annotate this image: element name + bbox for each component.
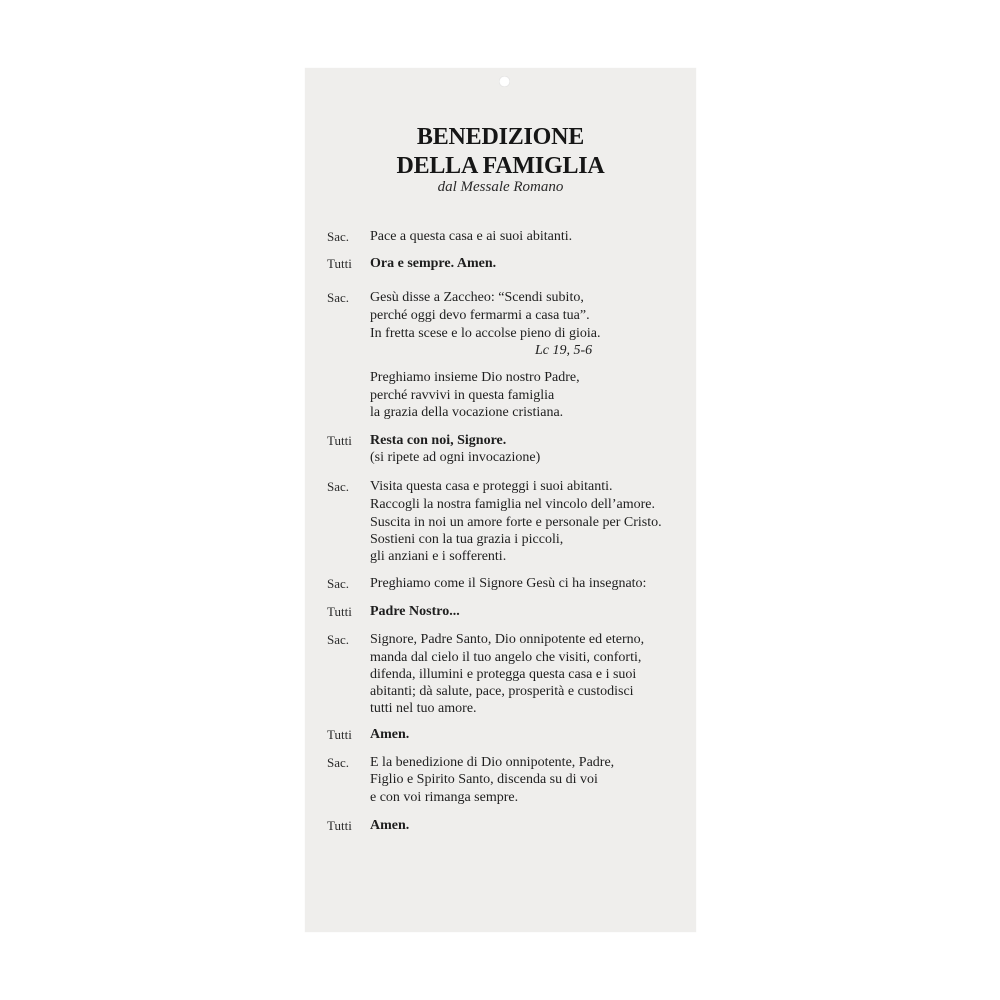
prayer-line: Preghiamo insieme Dio nostro Padre, <box>370 370 580 385</box>
response-line: Amen. <box>370 727 410 742</box>
prayer-line: perché ravvivi in questa famiglia <box>370 388 555 403</box>
prayer-card <box>305 68 696 932</box>
speaker-label: Tutti <box>327 433 352 448</box>
prayer-line: tutti nel tuo amore. <box>370 701 477 716</box>
prayer-line: Signore, Padre Santo, Dio onnipotente ed eterno, <box>370 632 645 647</box>
response-line: Padre Nostro... <box>370 604 460 619</box>
prayer-line: E la benedizione di Dio onnipotente, Padre, <box>370 755 615 770</box>
scripture-reference: Lc 19, 5-6 <box>535 343 593 358</box>
rubric-line: (si ripete ad ogni invocazione) <box>370 450 541 465</box>
prayer-line: Sostieni con la tua grazia i piccoli, <box>370 532 564 547</box>
prayer-line: Visita questa casa e proteggi i suoi abitanti. <box>370 479 613 494</box>
prayer-line: abitanti; dà salute, pace, prosperità e custodisci <box>370 684 634 699</box>
card-title-line1: BENEDIZIONE <box>416 124 585 150</box>
prayer-line: gli anziani e i sofferenti. <box>370 549 507 564</box>
response-line: Ora e sempre. Amen. <box>370 256 497 271</box>
speaker-label: Sac. <box>327 576 350 591</box>
speaker-label: Tutti <box>327 727 352 742</box>
hang-hole <box>499 76 510 87</box>
prayer-line: e con voi rimanga sempre. <box>370 790 519 805</box>
card-title-line2: DELLA FAMIGLIA <box>396 153 605 179</box>
prayer-line: difenda, illumini e protegga questa casa e i suoi <box>370 667 637 682</box>
prayer-line: manda dal cielo il tuo angelo che visiti, conforti, <box>370 650 642 665</box>
prayer-line: Preghiamo come il Signore Gesù ci ha insegnato: <box>370 576 647 591</box>
speaker-label: Sac. <box>327 229 350 244</box>
prayer-line: In fretta scese e lo accolse pieno di gioia. <box>370 326 601 341</box>
prayer-line: perché oggi devo fermarmi a casa tua”. <box>370 308 590 323</box>
prayer-line: la grazia della vocazione cristiana. <box>370 405 564 420</box>
speaker-label: Sac. <box>327 755 350 770</box>
speaker-label: Sac. <box>327 632 350 647</box>
speaker-label: Tutti <box>327 256 352 271</box>
speaker-label: Sac. <box>327 479 350 494</box>
prayer-line: Suscita in noi un amore forte e personale per Cristo. <box>370 515 662 530</box>
prayer-line: Raccogli la nostra famiglia nel vincolo dell’amore. <box>370 497 655 512</box>
speaker-label: Tutti <box>327 818 352 833</box>
response-line: Resta con noi, Signore. <box>370 433 507 448</box>
prayer-line: Gesù disse a Zaccheo: “Scendi subito, <box>370 290 584 305</box>
prayer-line: Figlio e Spirito Santo, discenda su di voi <box>370 772 598 787</box>
card-subtitle: dal Messale Romano <box>437 179 564 195</box>
speaker-label: Tutti <box>327 604 352 619</box>
speaker-label: Sac. <box>327 290 350 305</box>
prayer-line: Pace a questa casa e ai suoi abitanti. <box>370 229 573 244</box>
response-line: Amen. <box>370 818 410 833</box>
